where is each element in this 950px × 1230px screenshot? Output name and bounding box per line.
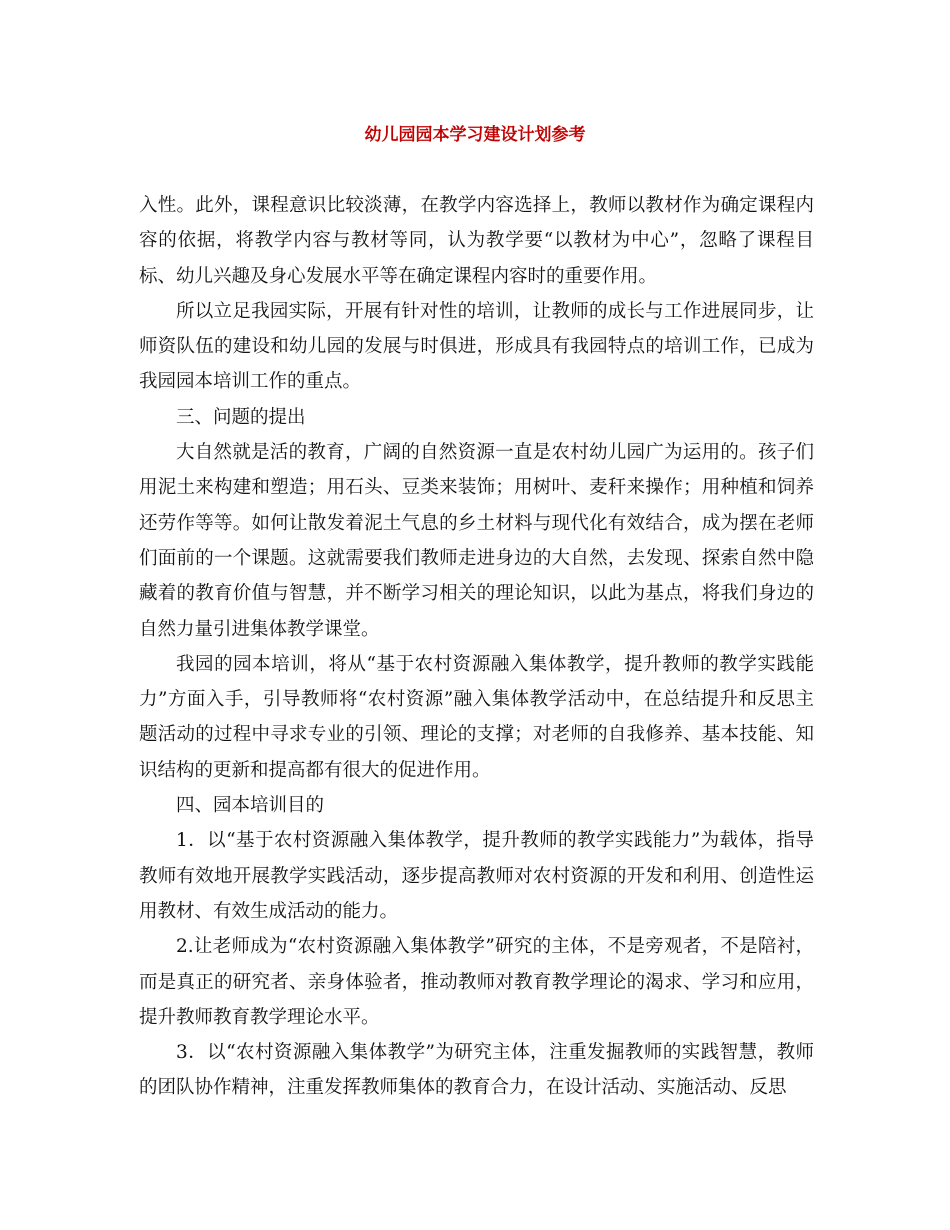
paragraph-training-focus: 所以立足我园实际，开展有针对性的培训，让教师的成长与工作进展同步，让师资队伍的建设和幼儿园的发展与时俱进，形成具有我园特点的培训工作，已成为我园园本培训工作的重点。	[139, 300, 814, 393]
purpose-item-2: 2.让老师成为“农村资源融入集体教学”研究的主体，不是旁观者，不是陪衬，而是真正的研究者、亲身体验者，推动教师对教育教学理论的渴求、学习和应用，提升教师教育教学理论水平。	[139, 936, 814, 1028]
document-body	[139, 188, 814, 1106]
paragraph-training-approach: 我园的园本培训，将从“基于农村资源融入集体教学，提升教师的教学实践能力”方面入手，引导教师将“农村资源”融入集体教学活动中，在总结提升和反思主题活动的过程中寻求专业的引领、理论的支撑；对老师的自我修养、基本技能、知识结构的更新和提高都有很大的促进作用。	[139, 653, 814, 781]
paragraph-intro-continuation: 入性。此外，课程意识比较淡薄，在教学内容选择上，教师以教材作为确定课程内容的依据，将教学内容与教材等同，认为教学要“以教材为中心”，忽略了课程目标、幼儿兴趣及身心发展水平等在确定课程内容时的重要作用。	[139, 195, 814, 287]
purpose-item-3: 3．以“农村资源融入集体教学”为研究主体，注重发掘教师的实践智慧，教师的团队协作精神，注重发挥教师集体的教育合力，在设计活动、实施活动、反思	[139, 1042, 814, 1099]
document-title: 幼儿园园本学习建设计划参考	[364, 125, 586, 145]
section-heading-problem: 三、问题的提出	[176, 406, 306, 428]
paragraph-nature-education: 大自然就是活的教育，广阔的自然资源一直是农村幼儿园广为运用的。孩子们用泥土来构建和塑造；用石头、豆类来装饰；用树叶、麦秆来操作；用种植和饲养还劳作等等。如何让散发着泥土气息的乡土材料与现代化有效结合，成为摆在老师们面前的一个课题。这就需要我们教师走进身边的大自然，去发现、探索自然中隐藏着的教育价值与智慧，并不断学习相关的理论知识，以此为基点，将我们身边的自然力量引进集体教学课堂。	[139, 442, 814, 640]
purpose-item-1: 1．以“基于农村资源融入集体教学，提升教师的教学实践能力”为载体，指导教师有效地开展教学实践活动，逐步提高教师对农村资源的开发和利用、创造性运用教材、有效生成活动的能力。	[139, 830, 814, 922]
section-heading-purpose: 四、园本培训目的	[176, 795, 325, 817]
